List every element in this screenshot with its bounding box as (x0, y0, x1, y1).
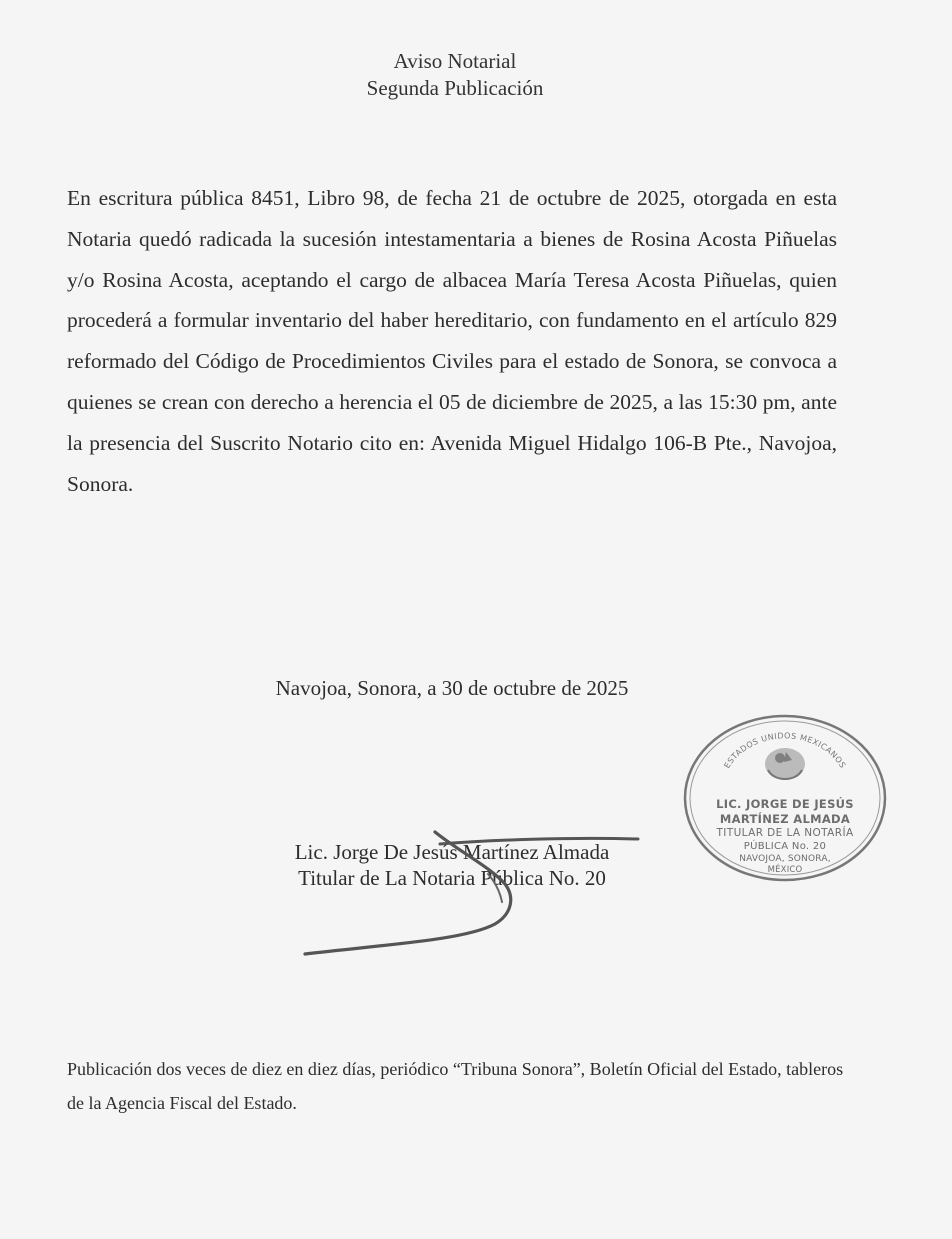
signer-name: Lic. Jorge De Jesús Martínez Almada (294, 840, 610, 864)
publication-subtitle: Segunda Publicación (366, 76, 544, 100)
seal-line-country: MÉXICO (767, 865, 803, 875)
signer-title: Titular de La Notaria Pública No. 20 (298, 866, 606, 890)
handwritten-signature (290, 822, 650, 962)
publication-note: Publicación dos veces de diez en diez días, periódico “Tribuna Sonora”, Boletín Oficial del Estado, tableros de la Agencia Fiscal del Estado. (67, 1059, 844, 1113)
seal-line-surname: MARTÍNEZ ALMADA (719, 812, 851, 826)
notice-title: Aviso Notarial (393, 49, 517, 73)
seal-line-number: PÚBLICA No. 20 (743, 841, 827, 852)
notice-body-paragraph: En escritura pública 8451, Libro 98, de fecha 21 de octubre de 2025, otorgada en esta Notaria quedó radicada la sucesión intestamentaria a bienes de Rosina Acosta Piñuelas y/o Rosina Acosta, aceptando el cargo de albacea María Teresa Acosta Piñuelas, quien procederá a formular inventario del haber hereditario, con fundamento en el artículo 829 reformado del Código de Procedimientos Civiles para el estado de Sonora, se convoca a quienes se crean con derecho a herencia el 05 de diciembre de 2025, a las 15:30 pm, ante la presencia del Suscrito Notario cito en: Avenida Miguel Hidalgo 106-B Pte., Navojoa, Sonora. (67, 186, 837, 496)
place-and-date: Navojoa, Sonora, a 30 de octubre de 2025 (275, 676, 629, 700)
coat-of-arms-icon (765, 748, 805, 780)
seal-line-name: LIC. JORGE DE JESÚS (716, 797, 854, 811)
seal-line-title: TITULAR DE LA NOTARÍA (716, 827, 854, 839)
seal-line-city: NAVOJOA, SONORA, (739, 854, 831, 864)
seal-ring-text: ESTADOS UNIDOS MEXICANOS (722, 731, 848, 770)
notary-seal-stamp (682, 712, 888, 884)
